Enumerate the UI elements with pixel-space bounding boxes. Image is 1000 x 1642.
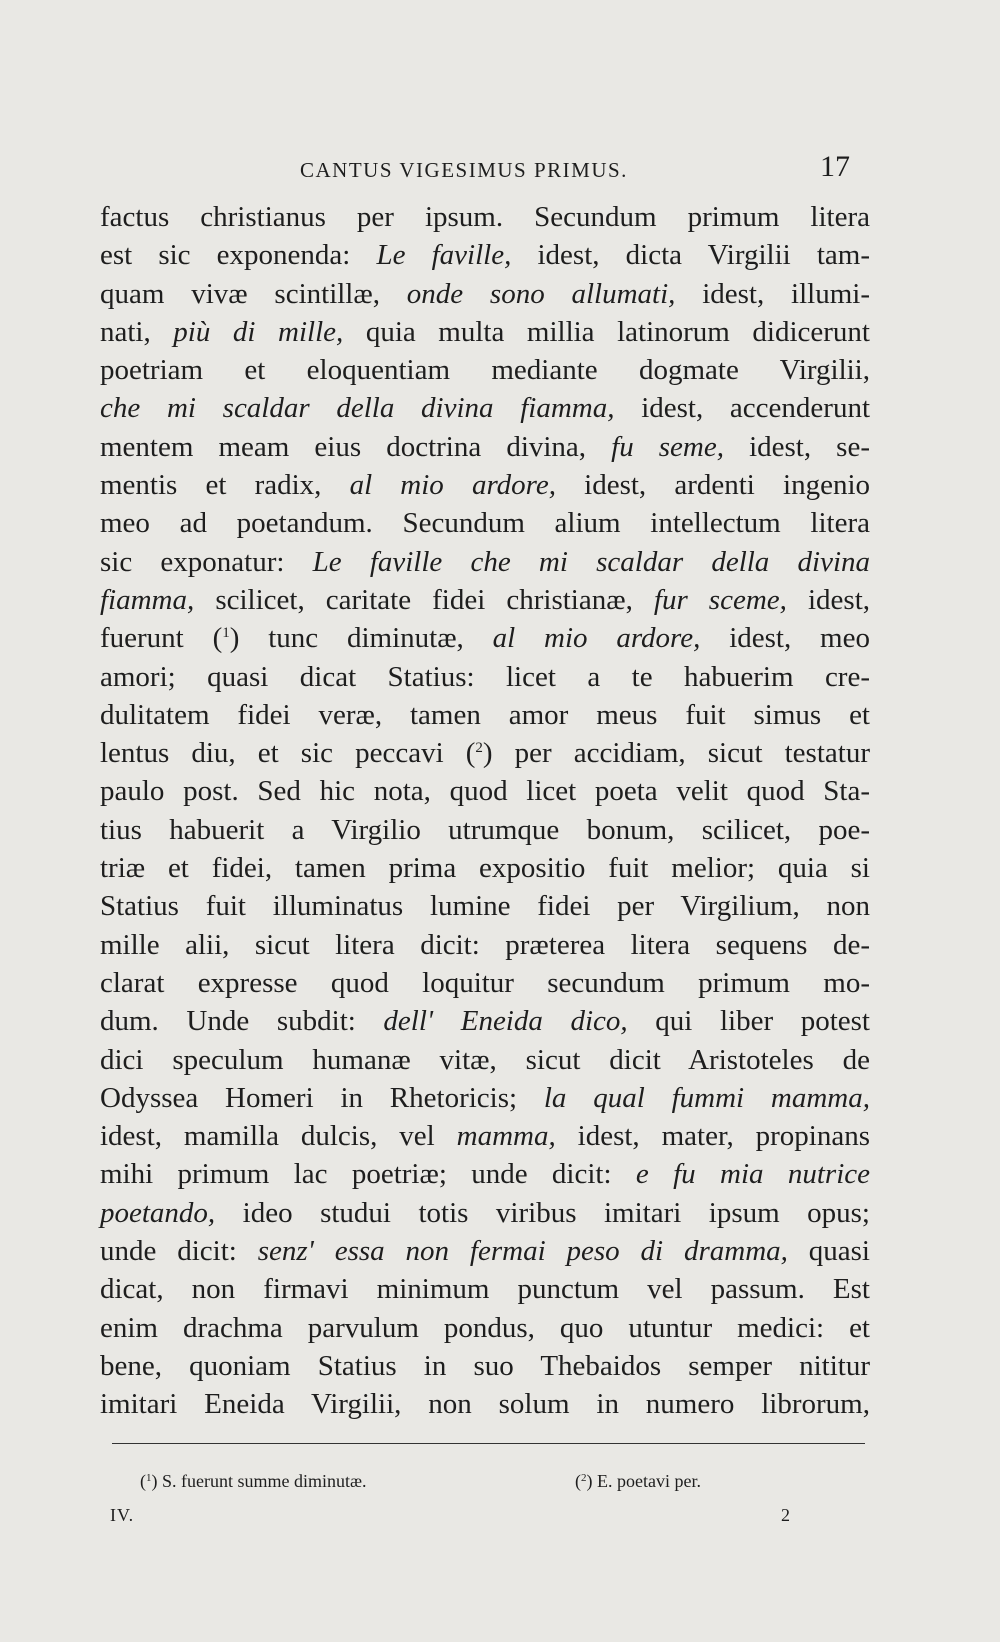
text-run: quia multa millia latinorum didicerunt [343,315,870,348]
text-line [100,1194,870,1232]
italic-quotation: che mi scaldar della divina fiamma, [100,392,615,425]
italic-quotation: mamma, [456,1120,556,1153]
italic-quotation: Le faville che mi scaldar della divina [312,545,870,578]
text-run: qui liber potest [627,1005,870,1038]
text-line [100,504,870,542]
text-run: enim drachma parvulum pondus, quo utuntur medici: et [100,1311,870,1344]
footnote-1-mark: 1 [146,1472,152,1484]
text-run: idest, meo [700,622,870,655]
text-run: triæ et fidei, tamen prima expositio fuit melior; quia si [100,852,870,885]
text-line [100,1232,870,1270]
italic-quotation: senz' essa non fermai peso di dramma, [257,1235,788,1268]
text-line [100,351,870,389]
text-run: mihi primum lac poetriæ; unde dicit: [100,1158,636,1191]
text-run: paulo post. Sed hic nota, quod licet poeta velit quod Sta- [100,775,870,808]
text-run: quasi [787,1235,870,1268]
text-run: idest, se- [724,430,870,463]
text-run: dum. Unde subdit: [100,1005,384,1038]
text-line [100,658,870,696]
italic-quotation: più di mille, [173,315,344,348]
text-line [100,811,870,849]
text-run: fuerunt ( [100,622,223,655]
text-line [100,926,870,964]
italic-quotation: fur sceme, [653,583,787,616]
text-run: mille alii, sicut litera dicit: præterea litera sequens de- [100,928,870,961]
text-line [100,849,870,887]
italic-quotation: onde sono allumati, [406,277,676,310]
text-run: idest, illumi- [675,277,870,310]
italic-quotation: al mio ardore, [492,622,701,655]
footnote-rule [112,1443,865,1444]
text-run: dicat, non firmavi minimum punctum vel passum. Est [100,1273,870,1306]
italic-quotation: la qual fummi mamma, [543,1081,870,1114]
text-line [100,1347,870,1385]
signature-line [110,1505,790,1535]
text-line [100,543,870,581]
text-line [100,1041,870,1079]
page-number: 17 [820,150,850,183]
text-run: idest, mater, propinans [555,1120,870,1153]
text-line [100,1385,870,1423]
text-run: factus christianus per ipsum. Secundum primum litera [100,201,870,233]
text-run: mentis et radix, [100,469,350,502]
text-line [100,619,870,657]
text-line [100,696,870,734]
text-run: lentus diu, et sic peccavi ( [100,737,476,770]
text-run: idest, dicta Virgilii tam- [511,239,870,272]
volume-signature: IV. [110,1505,135,1525]
text-run: Statius fuit illuminatus lumine fidei per Virgilium, non [100,890,870,923]
text-line [100,389,870,427]
footnote-2-text: E. poetavi per. [592,1471,701,1491]
footnote-2: ($^2$) E. poetavi per. [575,1471,701,1491]
sheet-signature: 2 [781,1505,790,1525]
text-line [100,734,870,772]
text-run: scilicet, caritate fidei christianæ, [194,583,654,616]
footnote-1-text: S. fuerunt summe diminutæ. [157,1471,367,1491]
text-line [100,964,870,1002]
text-line [100,466,870,504]
text-run: imitari Eneida Virgilii, non solum in numero librorum, [100,1388,870,1421]
text-run: ) tunc diminutæ, [229,622,493,655]
text-line [100,887,870,925]
italic-quotation: dell' Eneida dico, [383,1005,628,1038]
text-run: clarat expresse quod loquitur secundum primum mo- [100,966,870,999]
text-line [100,1270,870,1308]
text-run: dici speculum humanæ vitæ, sicut dicit Aristoteles de [100,1043,870,1076]
text-run: nati, [100,315,174,348]
text-run: ) per accidiam, sicut testatur [482,737,870,770]
text-run: idest, ardenti ingenio [556,469,870,502]
body-text [100,198,870,1424]
footnote-2-mark: 2 [581,1472,587,1484]
italic-quotation: poetando, [100,1196,216,1229]
text-run: idest, [786,583,870,616]
text-line [100,1079,870,1117]
text-run: idest, mamilla dulcis, vel [100,1120,457,1153]
italic-quotation: Le faville, [376,239,512,272]
footnote-1: ($^1$) S. fuerunt summe diminutæ. [140,1471,367,1491]
italic-quotation: fiamma, [100,583,195,616]
text-run: sic exponatur: [100,545,313,578]
text-run: Odyssea Homeri in Rhetoricis; [100,1081,544,1114]
text-line [100,1155,870,1193]
text-run: poetriam et eloquentiam mediante dogmate Virgilii, [100,354,870,387]
text-line [100,1117,870,1155]
text-line [100,1309,870,1347]
text-line [100,236,870,274]
text-run: idest, accenderunt [614,392,871,425]
text-run: mentem meam eius doctrina divina, [100,430,612,463]
text-run: est sic exponenda: [100,239,377,272]
text-line [100,275,870,313]
text-run: quam vivæ scintillæ, [100,277,407,310]
text-run: tius habuerit a Virgilio utrumque bonum, scilicet, poe- [100,813,870,846]
footnote-reference: 1 [222,625,230,642]
text-run: unde dicit: [100,1235,258,1268]
italic-quotation: fu seme, [611,430,724,463]
text-line [100,428,870,466]
italic-quotation: e fu mia nutrice [635,1158,870,1191]
footnotes [140,1471,780,1501]
text-line [100,581,870,619]
text-line [100,1002,870,1040]
footnote-reference: 2 [475,740,483,757]
text-line [100,772,870,810]
text-line [100,313,870,351]
text-run: ideo studui totis viribus imitari ipsum opus; [215,1196,870,1229]
text-run: dulitatem fidei veræ, tamen amor meus fuit simus et [100,698,870,731]
running-head [100,150,850,190]
text-line [100,198,870,236]
italic-quotation: al mio ardore, [349,469,556,502]
text-run: bene, quoniam Statius in suo Thebaidos semper nititur [100,1349,870,1382]
running-title: CANTUS VIGESIMUS PRIMUS. [300,158,628,182]
text-run: amori; quasi dicat Statius: licet a te habuerim cre- [100,660,870,693]
text-run: meo ad poetandum. Secundum alium intellectum litera [100,507,870,540]
